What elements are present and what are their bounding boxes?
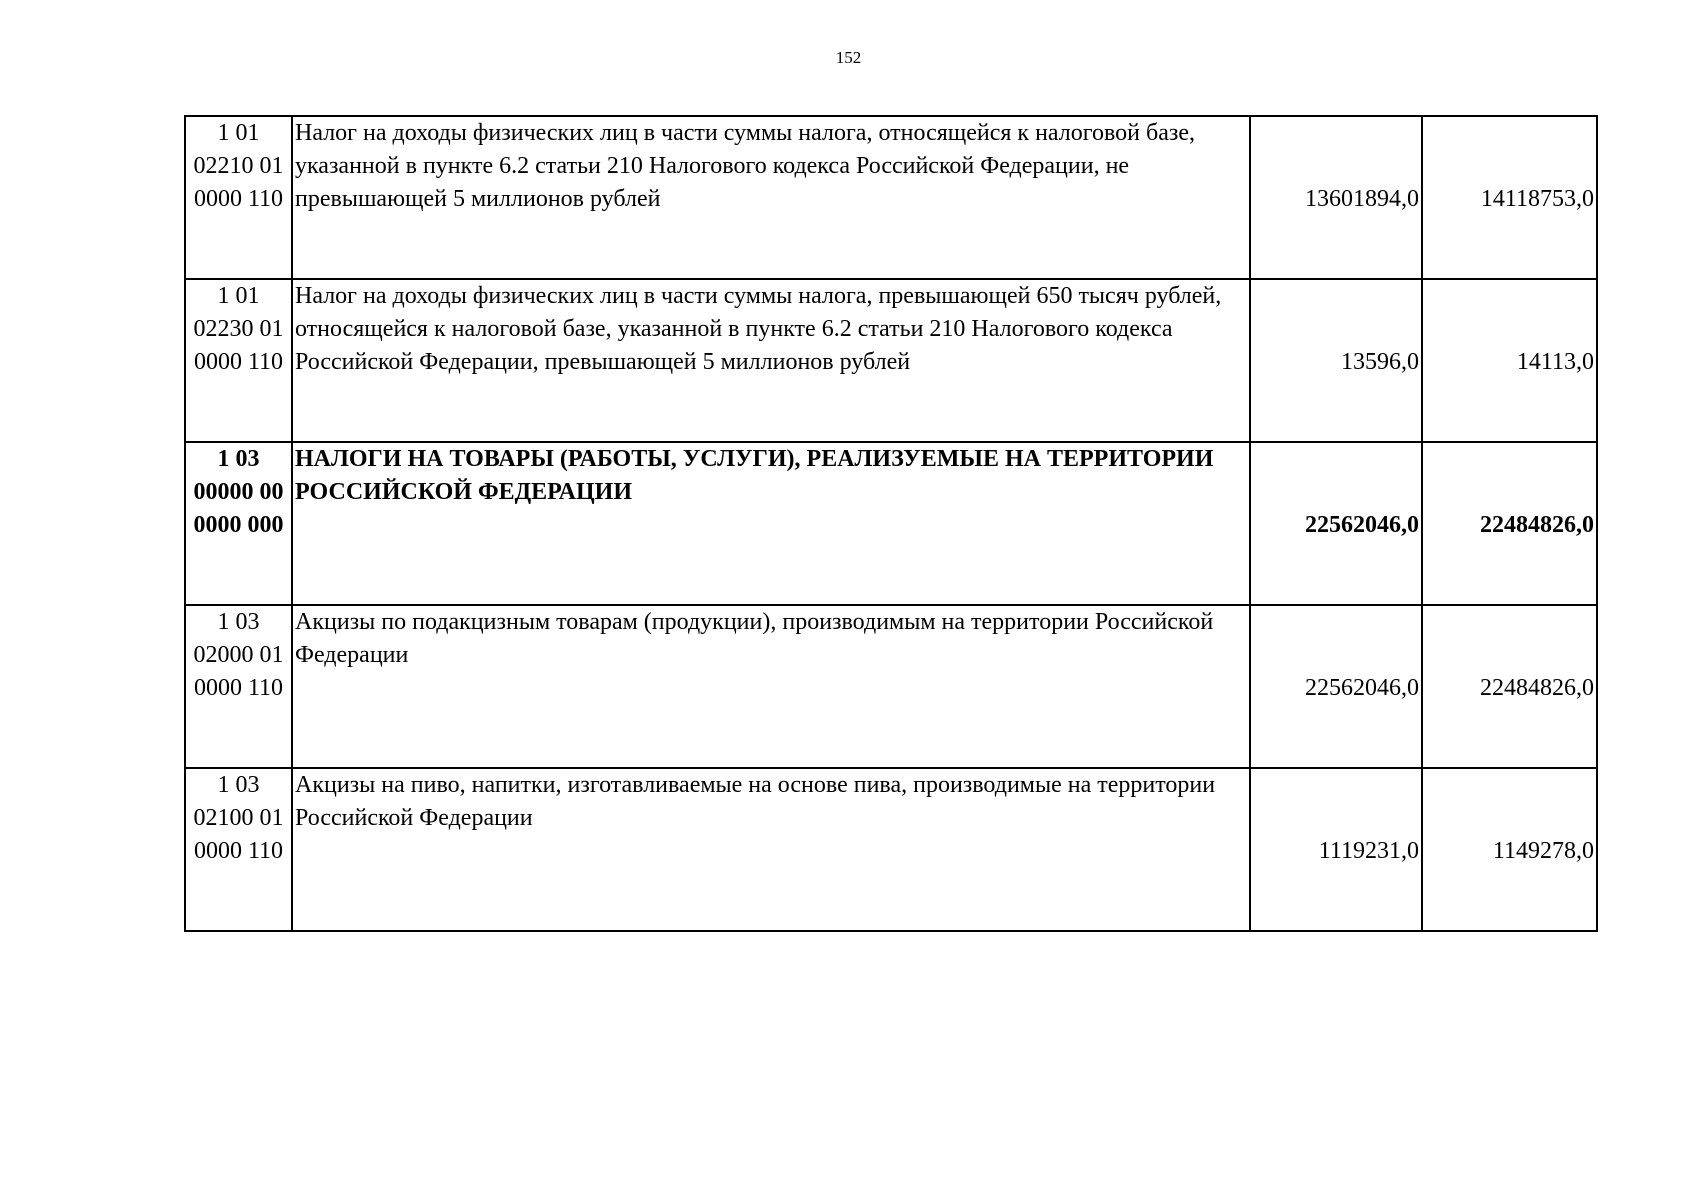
code-line: 02100 01 bbox=[193, 805, 284, 831]
income-name: Акцизы на пиво, напитки, изготавливаемые на основе пива, производимые на территории Российской Федерации bbox=[292, 768, 1250, 931]
amount-value: 13596,0 bbox=[1341, 349, 1419, 375]
budget-code bbox=[185, 442, 292, 605]
amount-value: 1149278,0 bbox=[1492, 838, 1594, 864]
amount-year-1 bbox=[1250, 442, 1422, 605]
budget-table bbox=[184, 115, 1598, 932]
table-row bbox=[185, 605, 1597, 768]
code-line: 1 03 bbox=[217, 772, 260, 798]
amount-value: 14118753,0 bbox=[1480, 186, 1594, 212]
income-name: НАЛОГИ НА ТОВАРЫ (РАБОТЫ, УСЛУГИ), РЕАЛИЗУЕМЫЕ НА ТЕРРИТОРИИ РОССИЙСКОЙ ФЕДЕРАЦИИ bbox=[292, 442, 1250, 605]
code-line: 1 03 bbox=[217, 609, 260, 635]
code-line: 0000 110 bbox=[193, 186, 284, 212]
code-line: 0000 000 bbox=[193, 512, 284, 538]
amount-value: 22562046,0 bbox=[1305, 675, 1419, 701]
amount-year-2 bbox=[1422, 116, 1597, 279]
income-name: Акцизы по подакцизным товарам (продукции), производимым на территории Российской Федерации bbox=[292, 605, 1250, 768]
amount-value: 1119231,0 bbox=[1318, 838, 1419, 864]
budget-code bbox=[185, 116, 292, 279]
budget-code bbox=[185, 605, 292, 768]
amount-year-1 bbox=[1250, 605, 1422, 768]
amount-value: 22562046,0 bbox=[1305, 512, 1419, 538]
amount-year-2 bbox=[1422, 605, 1597, 768]
code-line: 0000 110 bbox=[193, 838, 284, 864]
amount-year-2 bbox=[1422, 279, 1597, 442]
code-line: 02210 01 bbox=[193, 153, 284, 179]
code-line: 02000 01 bbox=[193, 642, 284, 668]
amount-value: 13601894,0 bbox=[1305, 186, 1419, 212]
code-line: 1 01 bbox=[217, 120, 260, 146]
budget-code bbox=[185, 768, 292, 931]
page-number: 152 bbox=[835, 48, 862, 67]
income-name: Налог на доходы физических лиц в части суммы налога, относящейся к налоговой базе, указанной в пункте 6.2 статьи 210 Налогового кодекса Российской Федерации, не превышающей 5 миллионов рублей bbox=[292, 116, 1250, 279]
budget-code bbox=[185, 279, 292, 442]
code-line: 0000 110 bbox=[193, 675, 284, 701]
code-line: 1 01 bbox=[217, 283, 260, 309]
income-name: Налог на доходы физических лиц в части суммы налога, превышающей 650 тысяч рублей, относящейся к налоговой базе, указанной в пункте 6.2 статьи 210 Налогового кодекса Российской Федерации, превышающей 5 миллионов рублей bbox=[292, 279, 1250, 442]
amount-year-1 bbox=[1250, 279, 1422, 442]
table-row bbox=[185, 279, 1597, 442]
amount-value: 14113,0 bbox=[1516, 349, 1594, 375]
amount-year-1 bbox=[1250, 116, 1422, 279]
amount-value: 22484826,0 bbox=[1480, 512, 1594, 538]
table-row-section bbox=[185, 442, 1597, 605]
amount-year-2 bbox=[1422, 768, 1597, 931]
amount-year-2 bbox=[1422, 442, 1597, 605]
amount-year-1 bbox=[1250, 768, 1422, 931]
code-line: 00000 00 bbox=[193, 479, 284, 505]
amount-value: 22484826,0 bbox=[1480, 675, 1594, 701]
table-row bbox=[185, 116, 1597, 279]
code-line: 1 03 bbox=[217, 446, 260, 472]
code-line: 02230 01 bbox=[193, 316, 284, 342]
code-line: 0000 110 bbox=[193, 349, 284, 375]
table-row bbox=[185, 768, 1597, 931]
